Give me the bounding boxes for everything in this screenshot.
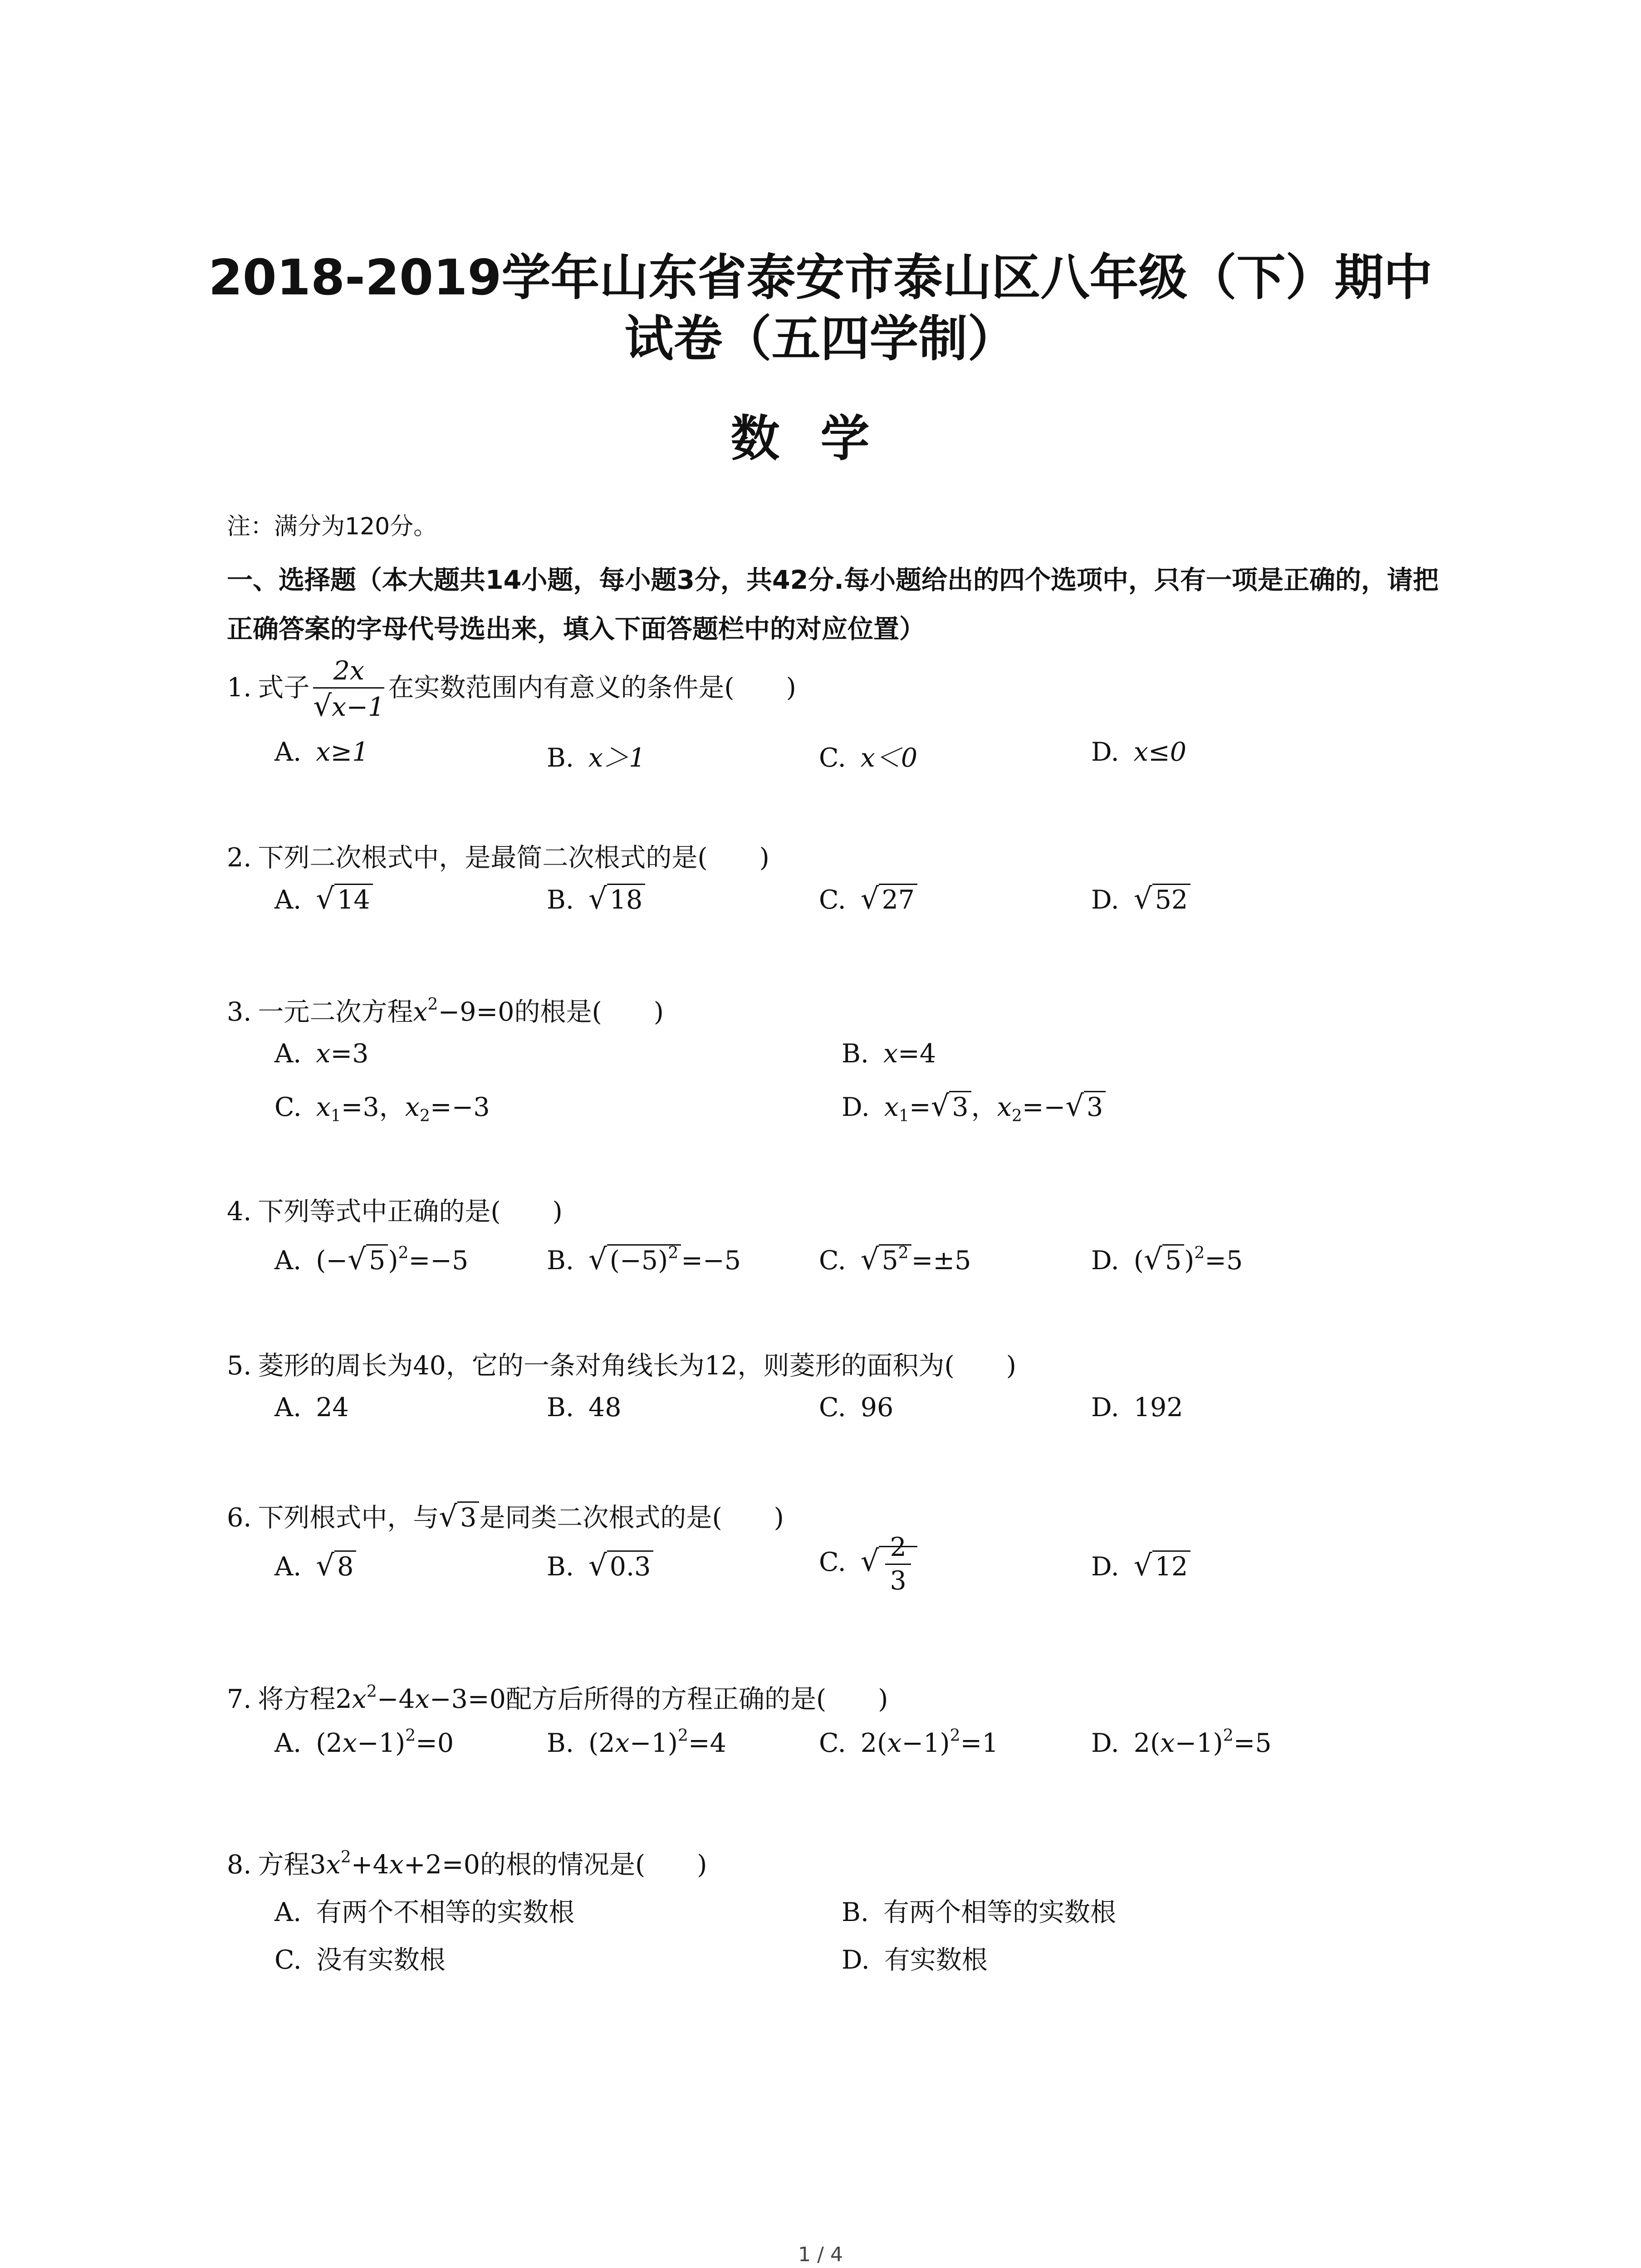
q6-option-b: B. √ 0.3	[547, 1549, 653, 1583]
q6-option-c: C. √ $\frac{2}{3}$	[819, 1533, 917, 1595]
q8-option-c: C. 没有实数根	[274, 1945, 446, 1975]
section-heading: 一、选择题（本大题共14小题，每小题3分，共42分.每小题给出的四个选项中，只有一项是正确的，请把正确答案的字母代号选出来，填入下面答题栏中的对应位置）	[227, 565, 1439, 644]
q3-option-d: D. $x_1=√$ 3 ，$x_2=-√$ 3	[842, 1086, 1106, 1124]
q1-option-c: C. x＜0	[819, 743, 918, 773]
score-note: 注：满分为120分。	[227, 513, 437, 540]
q7-option-c: C. $2(x-1)^2=1$	[819, 1726, 999, 1758]
q4-option-a: A. (−√ 5 )$^2$=−5	[274, 1243, 469, 1276]
question-3: 3. 一元二次方程$x^2-9=0$的根是( )	[227, 995, 664, 1027]
q5-option-b: B. 48	[547, 1393, 622, 1422]
q7-option-a: A. $(2x-1)^2=0$	[274, 1726, 454, 1758]
q4-option-d: D. (√ 5 )$^2$=5	[1091, 1243, 1243, 1276]
q1-option-d: D. x≤0	[1091, 737, 1186, 767]
subject-title: 数学	[730, 411, 911, 467]
question-5: 5. 菱形的周长为40，它的一条对角线长为12，则菱形的面积为( )	[227, 1351, 1016, 1381]
q7-option-b: B. $(2x-1)^2=4$	[547, 1726, 726, 1758]
q3-option-c: C. $x_1=3$，$x_2=-3$	[274, 1092, 490, 1125]
exam-title-line2: 试卷（五四学制）	[624, 311, 1017, 367]
question-7: 7. 将方程$2x^2-4x-3=0$配方后所得的方程正确的是( )	[227, 1682, 888, 1714]
page-number: 1 / 4	[798, 2243, 843, 2266]
exam-title-line1: 2018-2019学年山东省泰安市泰山区八年级（下）期中	[208, 249, 1433, 306]
question-1: 1. 式子 $\frac{2x}{√x-1}$ 在实数范围内有意义的条件是( )	[227, 656, 796, 723]
q5-option-d: D. 192	[1091, 1393, 1183, 1422]
question-2: 2. 下列二次根式中，是最简二次根式的是( )	[227, 843, 769, 873]
q6-option-d: D. √ 12	[1091, 1549, 1190, 1583]
q4-option-c: C. √ $5^2 =\pm 5$	[819, 1243, 971, 1276]
fraction: $\frac{2x}{√x-1}$	[313, 656, 385, 723]
q8-option-d: D. 有实数根	[842, 1945, 988, 1975]
q7-option-d: D. $2(x-1)^2=5$	[1091, 1726, 1272, 1758]
q8-option-b: B. 有两个相等的实数根	[842, 1897, 1117, 1927]
question-4: 4. 下列等式中正确的是( )	[227, 1197, 563, 1227]
q8-option-a: A. 有两个不相等的实数根	[274, 1897, 575, 1927]
fraction: $\frac{2}{3}$	[885, 1533, 911, 1595]
q5-option-c: C. 96	[819, 1393, 894, 1422]
question-8: 8. 方程$3x^2+4x+2=0$的根的情况是( )	[227, 1848, 707, 1880]
q2-option-d: D. √ 52	[1091, 882, 1190, 916]
q3-option-b: B. x=4	[842, 1039, 936, 1069]
q5-option-a: A. 24	[274, 1393, 349, 1422]
q2-option-b: B. √ 18	[547, 882, 645, 916]
q2-option-a: A. √ 14	[274, 882, 373, 916]
q3-option-a: A. x=3	[274, 1039, 369, 1069]
q4-option-b: B. √ $(-5)^2 =-5$	[547, 1243, 741, 1276]
question-6: 6. 下列根式中，与√ 3 是同类二次根式的是( )	[227, 1500, 784, 1534]
q1-option-b: B. x＞1	[547, 743, 646, 773]
q1-option-a: A. x≥1	[274, 737, 369, 767]
q2-option-c: C. √ 27	[819, 882, 917, 916]
q6-option-a: A. √ 8	[274, 1549, 356, 1583]
